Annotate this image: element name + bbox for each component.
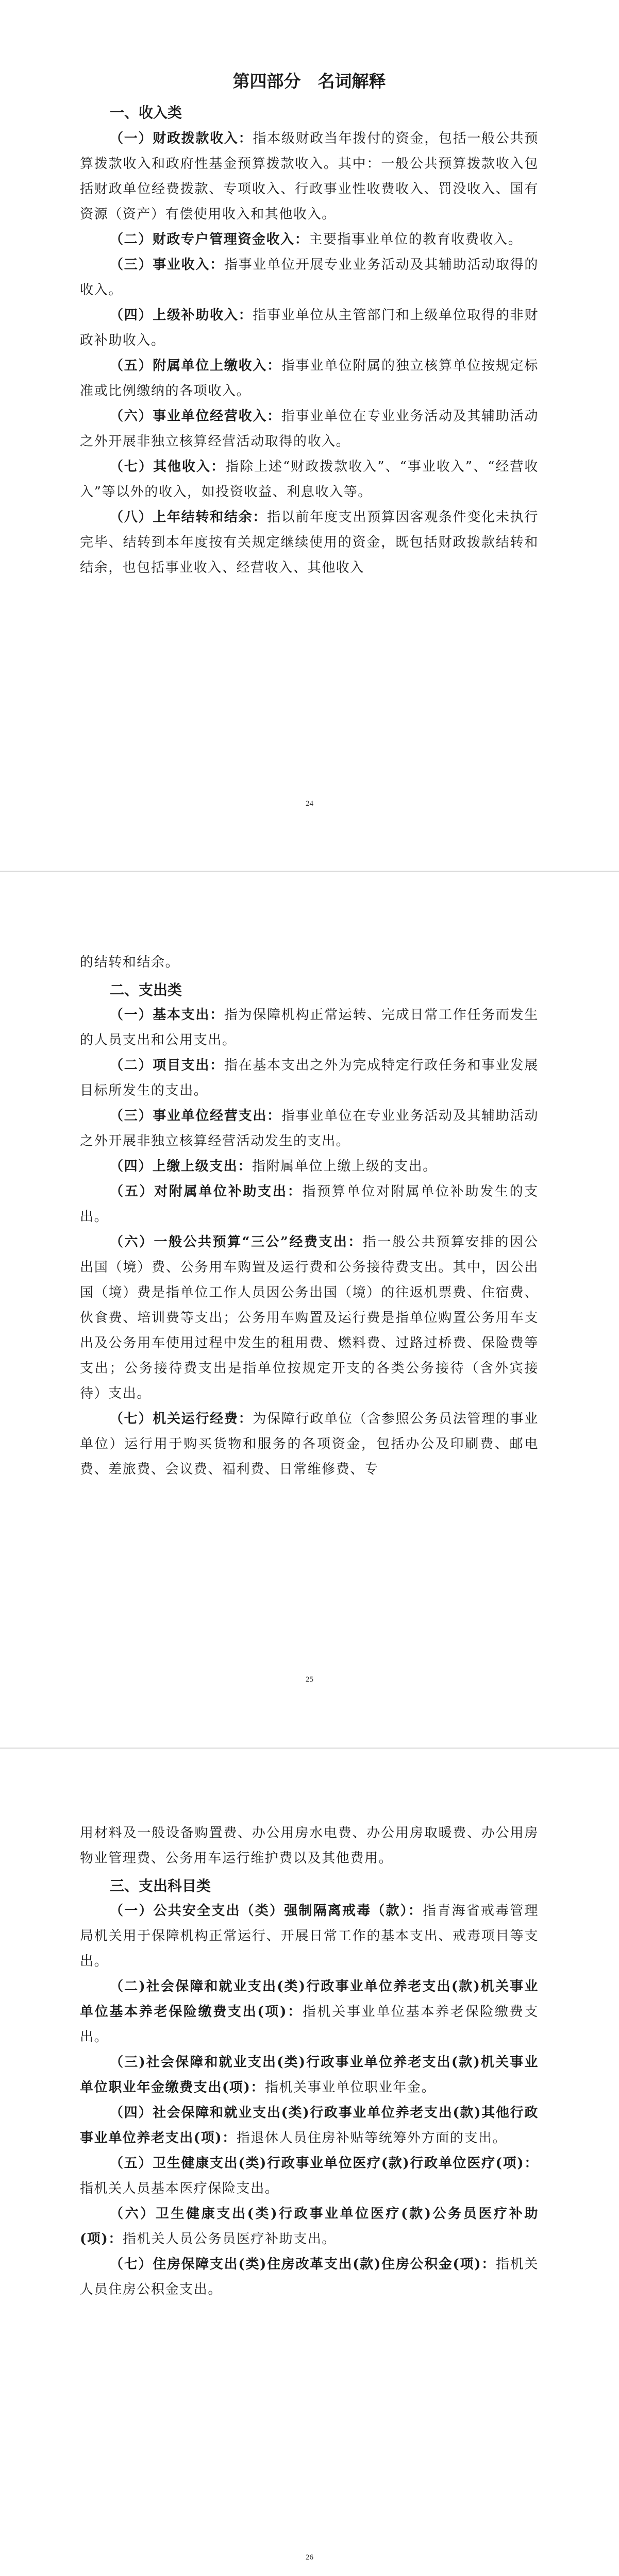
paragraph (80, 353, 539, 404)
page-number: 26 (306, 2553, 313, 2562)
document-page-3 (0, 1749, 619, 2576)
term-definition: 指机关人员公务员医疗补助支出。 (123, 2231, 337, 2247)
paragraph (80, 1104, 539, 1154)
paragraph (80, 2201, 539, 2252)
term-label: （七）机关运行经费： (110, 1411, 253, 1427)
term-definition: 指事业单位在专业业务活动及其辅助活动之外开展非独立核算经营活动发生的支出。 (80, 1108, 539, 1149)
paragraph (80, 1179, 539, 1230)
term-definition: 指青海省戒毒管理局机关用于保障机构正常运行、开展日常工作的基本支出、戒毒项目等支出。 (80, 1903, 539, 1969)
term-label: （四）上级补助收入： (110, 308, 253, 323)
paragraph (80, 252, 539, 303)
term-definition: 主要指事业单位的教育收费收入。 (309, 232, 523, 247)
term-label: （六）卫生健康支出(类)行政事业单位医疗(款)公务员医疗补助(项)： (80, 2206, 539, 2247)
term-definition: 指退休人员住房补贴等统筹外方面的支出。 (236, 2130, 507, 2146)
term-label: （二）财政专户管理资金收入： (110, 232, 309, 247)
term-definition: 指事业单位附属的独立核算单位按规定标准或比例缴纳的各项收入。 (80, 358, 539, 399)
paragraph (80, 1899, 539, 1974)
paragraph (80, 2252, 539, 2302)
paragraph (80, 1230, 539, 1406)
term-label: （四）社会保障和就业支出(类)行政事业单位养老支出(款)其他行政事业单位养老支出(项)： (80, 2105, 539, 2146)
term-label: （一）基本支出： (110, 1007, 224, 1023)
paragraph (80, 126, 539, 227)
page-2-content (80, 950, 539, 1482)
paragraph (80, 2050, 539, 2100)
term-definition: 指机关事业单位职业年金。 (265, 2080, 436, 2095)
section-heading-expenditure: 二、支出类 (110, 981, 182, 998)
continued-text: 用材料及一般设备购置费、办公用房水电费、办公用房取暖费、办公用房物业管理费、公务用车运行维护费以及其他费用。 (80, 1825, 539, 1866)
document-page-1 (0, 0, 619, 871)
term-label: （六）事业单位经营收入： (110, 409, 281, 424)
paragraph (80, 505, 539, 581)
term-definition: 指以前年度支出预算因客观条件变化未执行完毕、结转到本年度按有关规定继续使用的资金，既包括财政拨款结转和结余，也包括事业收入、经营收入、其他收入 (80, 510, 539, 575)
page-1-content (80, 68, 539, 581)
paragraph (80, 404, 539, 454)
section-heading-subject: 三、支出科目类 (110, 1877, 211, 1894)
income-paragraphs (80, 126, 539, 581)
page-3-content (80, 1821, 539, 2302)
continued-text: 的结转和结余。 (80, 955, 180, 970)
term-label: （一）财政拨款收入： (110, 131, 253, 146)
term-definition: 指事业单位开展专业业务活动及其辅助活动取得的收入。 (80, 257, 539, 298)
term-definition: 指在基本支出之外为完成特定行政任务和事业发展目标所发生的支出。 (80, 1058, 539, 1098)
term-definition: 指事业单位在专业业务活动及其辅助活动之外开展非独立核算经营活动取得的收入。 (80, 409, 539, 449)
term-label: （五）卫生健康支出(类)行政事业单位医疗(款)行政单位医疗(项)： (110, 2156, 539, 2171)
term-label: （八）上年结转和结余： (110, 510, 267, 525)
term-definition: 指事业单位从主管部门和上级单位取得的非财政补助收入。 (80, 308, 539, 348)
term-definition: 指附属单位上缴上级的支出。 (252, 1159, 437, 1174)
paragraph (80, 2151, 539, 2201)
expenditure-paragraphs (80, 1003, 539, 1482)
term-definition: 指除上述“财政拨款收入”、“事业收入”、“经营收入”等以外的收入，如投资收益、利息收入等。 (80, 459, 539, 500)
term-label: （三）事业单位经营支出： (110, 1108, 281, 1124)
paragraph (80, 1003, 539, 1053)
paragraph (80, 2100, 539, 2151)
page-number: 24 (306, 800, 313, 808)
term-label: （七）住房保障支出(类)住房改革支出(款)住房公积金(项)： (110, 2257, 496, 2272)
term-label: （二)社会保障和就业支出(类)行政事业单位养老支出(款)机关事业单位基本养老保险缴费支出(项)： (80, 1979, 539, 2020)
term-definition: 指机关人员基本医疗保险支出。 (80, 2181, 279, 2196)
paragraph (80, 1406, 539, 1482)
term-definition: 指本级财政当年拨付的资金，包括一般公共预算拨款收入和政府性基金预算拨款收入。其中：一般公共预算拨款收入包括财政单位经费拨款、专项收入、行政事业性收费收入、罚没收入、国有资源（资产）有偿使用收入和其他收入。 (80, 131, 539, 222)
term-definition: 指机关事业单位基本养老保险缴费支出。 (80, 2004, 539, 2045)
page-title: 第四部分 名词解释 (232, 71, 386, 91)
term-label: （七）其他收入： (110, 459, 225, 474)
paragraph (80, 1053, 539, 1104)
term-definition: 指一般公共预算安排的因公出国（境）费、公务用车购置及运行费和公务接待费支出。其中，因公出国（境）费是指单位工作人员因公务出国（境）的往返机票费、住宿费、伙食费、培训费等支出；公务用车购置及运行费是指单位购置公务用车支出及公务用车使用过程中发生的租用费、燃料费、过路过桥费、保险费等支出；公务接待费支出是指单位按规定开支的各类公务接待（含外宾接待）支出。 (80, 1234, 539, 1401)
term-definition: 指机关人员住房公积金支出。 (80, 2257, 539, 2297)
paragraph (80, 1974, 539, 2050)
term-label: （五）附属单位上缴收入： (110, 358, 281, 374)
term-label: （二）项目支出： (110, 1058, 224, 1073)
term-label: （六）一般公共预算“三公”经费支出： (110, 1234, 363, 1250)
term-label: （三)社会保障和就业支出(类)行政事业单位养老支出(款)机关事业单位职业年金缴费支出(项)： (80, 2055, 539, 2095)
term-label: （四）上缴上级支出： (110, 1159, 253, 1174)
paragraph (80, 454, 539, 505)
paragraph (80, 227, 539, 252)
page-number: 25 (306, 1675, 313, 1684)
term-label: （一）公共安全支出（类）强制隔离戒毒（款）： (110, 1903, 423, 1919)
term-label: （五）对附属单位补助支出： (110, 1184, 303, 1199)
term-definition: 为保障行政单位（含参照公务员法管理的事业单位）运行用于购买货物和服务的各项资金，包括办公及印刷费、邮电费、差旅费、会议费、福利费、日常维修费、专 (80, 1411, 539, 1477)
term-definition: 指预算单位对附属单位补助发生的支出。 (80, 1184, 539, 1225)
paragraph (80, 1154, 539, 1179)
subject-paragraphs (80, 1899, 539, 2302)
paragraph (80, 303, 539, 353)
term-definition: 指为保障机构正常运转、完成日常工作任务而发生的人员支出和公用支出。 (80, 1007, 539, 1048)
section-heading-income: 一、收入类 (110, 104, 182, 121)
document-page-2 (0, 872, 619, 1748)
term-label: （三）事业收入： (110, 257, 224, 273)
